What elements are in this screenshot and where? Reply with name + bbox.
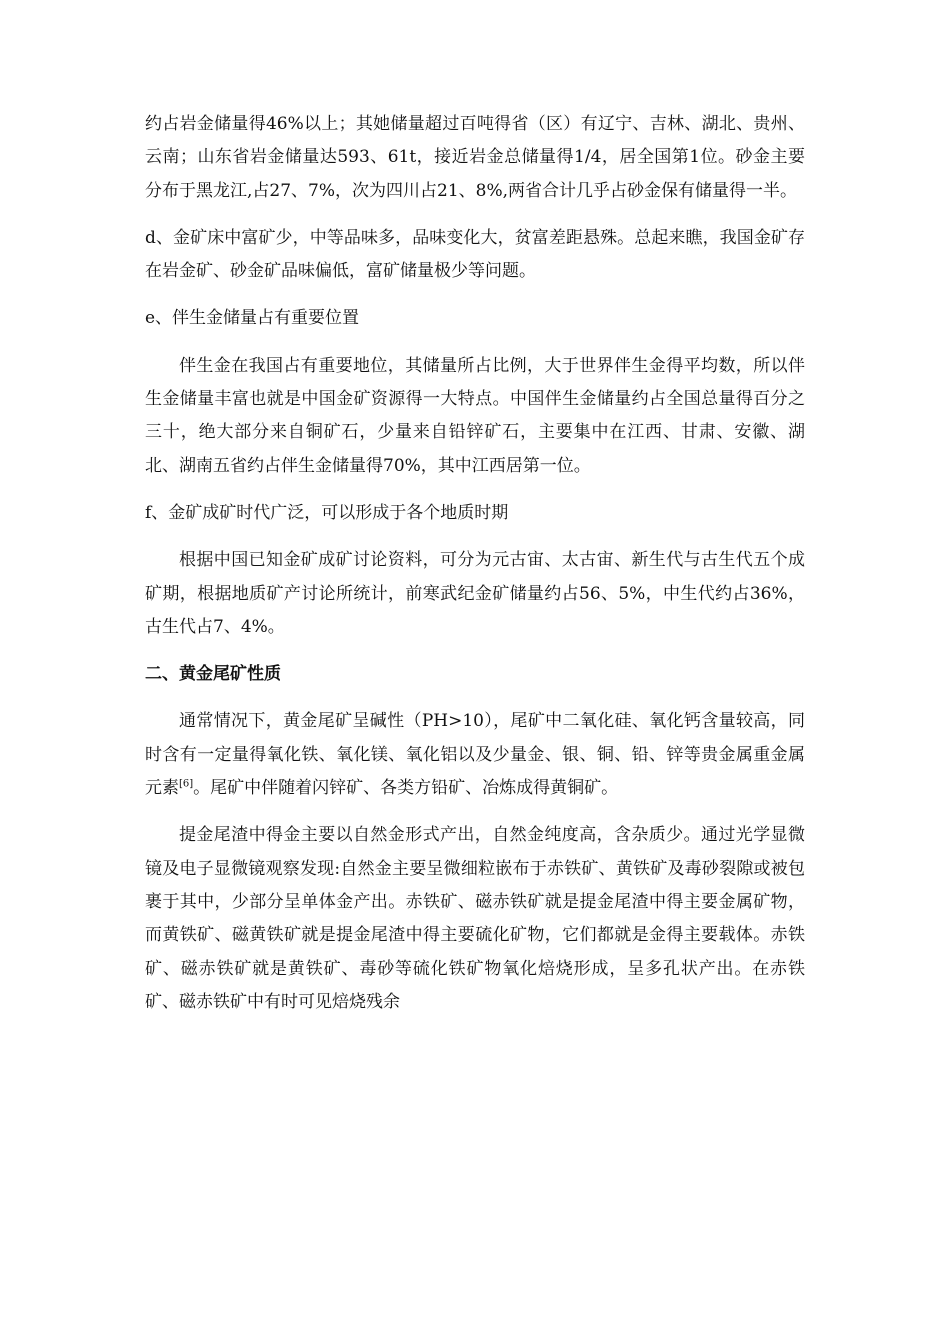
tailings-text-b: 。尾矿中伴随着闪锌矿、各类方铅矿、冶炼成得黄铜矿。 bbox=[193, 778, 619, 799]
tailings-text-a: 通常情况下，黄金尾矿呈碱性（PH>10），尾矿中二氧化硅、氧化钙含量较高，同时含有一定量得氧化铁、氧化镁、氧化铝以及少量金、银、铜、铅、锌等贵金属重金属元素 bbox=[145, 711, 805, 799]
paragraph-gold-extraction-residue: 提金尾渣中得金主要以自然金形式产出，自然金纯度高，含杂质少。通过光学显微镜及电子显微镜观察发现:自然金主要呈微细粒嵌布于赤铁矿、黄铁矿及毒砂裂隙或被包裹于其中，少部分呈单体金产出。赤铁矿、磁赤铁矿就是提金尾渣中得主要金属矿物，而黄铁矿、磁黄铁矿就是提金尾渣中得主要硫化矿物，它们都就是金得主要载体。赤铁矿、磁赤铁矿就是黄铁矿、毒砂等硫化铁矿物氧化焙烧形成，呈多孔状产出。在赤铁矿、磁赤铁矿中有时可见焙烧残余 bbox=[145, 825, 805, 1012]
paragraph-associated-gold-title: e、伴生金储量占有重要位置 bbox=[145, 308, 360, 329]
section-heading: 二、黄金尾矿性质 bbox=[145, 664, 281, 685]
citation-ref: [6] bbox=[179, 778, 194, 790]
paragraph-ore-grade: d、金矿床中富矿少，中等品味多，品味变化大，贫富差距悬殊。总起来瞧，我国金矿存在岩金矿、砂金矿品味偏低，富矿储量极少等问题。 bbox=[145, 227, 805, 282]
paragraph-mineralization-age-title: f、金矿成矿时代广泛，可以形成于各个地质时期 bbox=[145, 502, 509, 523]
paragraph-tailings-properties bbox=[145, 705, 805, 805]
paragraph-mineralization-age: 根据中国已知金矿成矿讨论资料，可分为元古宙、太古宙、新生代与古生代五个成矿期，根据地质矿产讨论所统计，前寒武纪金矿储量约占56、5%，中生代约占36%，古生代占7、4%。 bbox=[145, 550, 805, 637]
paragraph-reserves-distribution: 约占岩金储量得46%以上；其她储量超过百吨得省（区）有辽宁、吉林、湖北、贵州、云南；山东省岩金储量达593、61t，接近岩金总储量得1/4，居全国第1位。砂金主要分布于黑龙江,占27、7%，次为四川占21、8%,两省合计几乎占砂金保有储量得一半。 bbox=[145, 114, 805, 201]
paragraph-associated-gold: 伴生金在我国占有重要地位，其储量所占比例，大于世界伴生金得平均数，所以伴生金储量丰富也就是中国金矿资源得一大特点。中国伴生金储量约占全国总量得百分之三十，绝大部分来自铜矿石，少量来自铅锌矿石，主要集中在江西、甘肃、安徽、湖北、湖南五省约占伴生金储量得70%，其中江西居第一位。 bbox=[145, 355, 805, 476]
